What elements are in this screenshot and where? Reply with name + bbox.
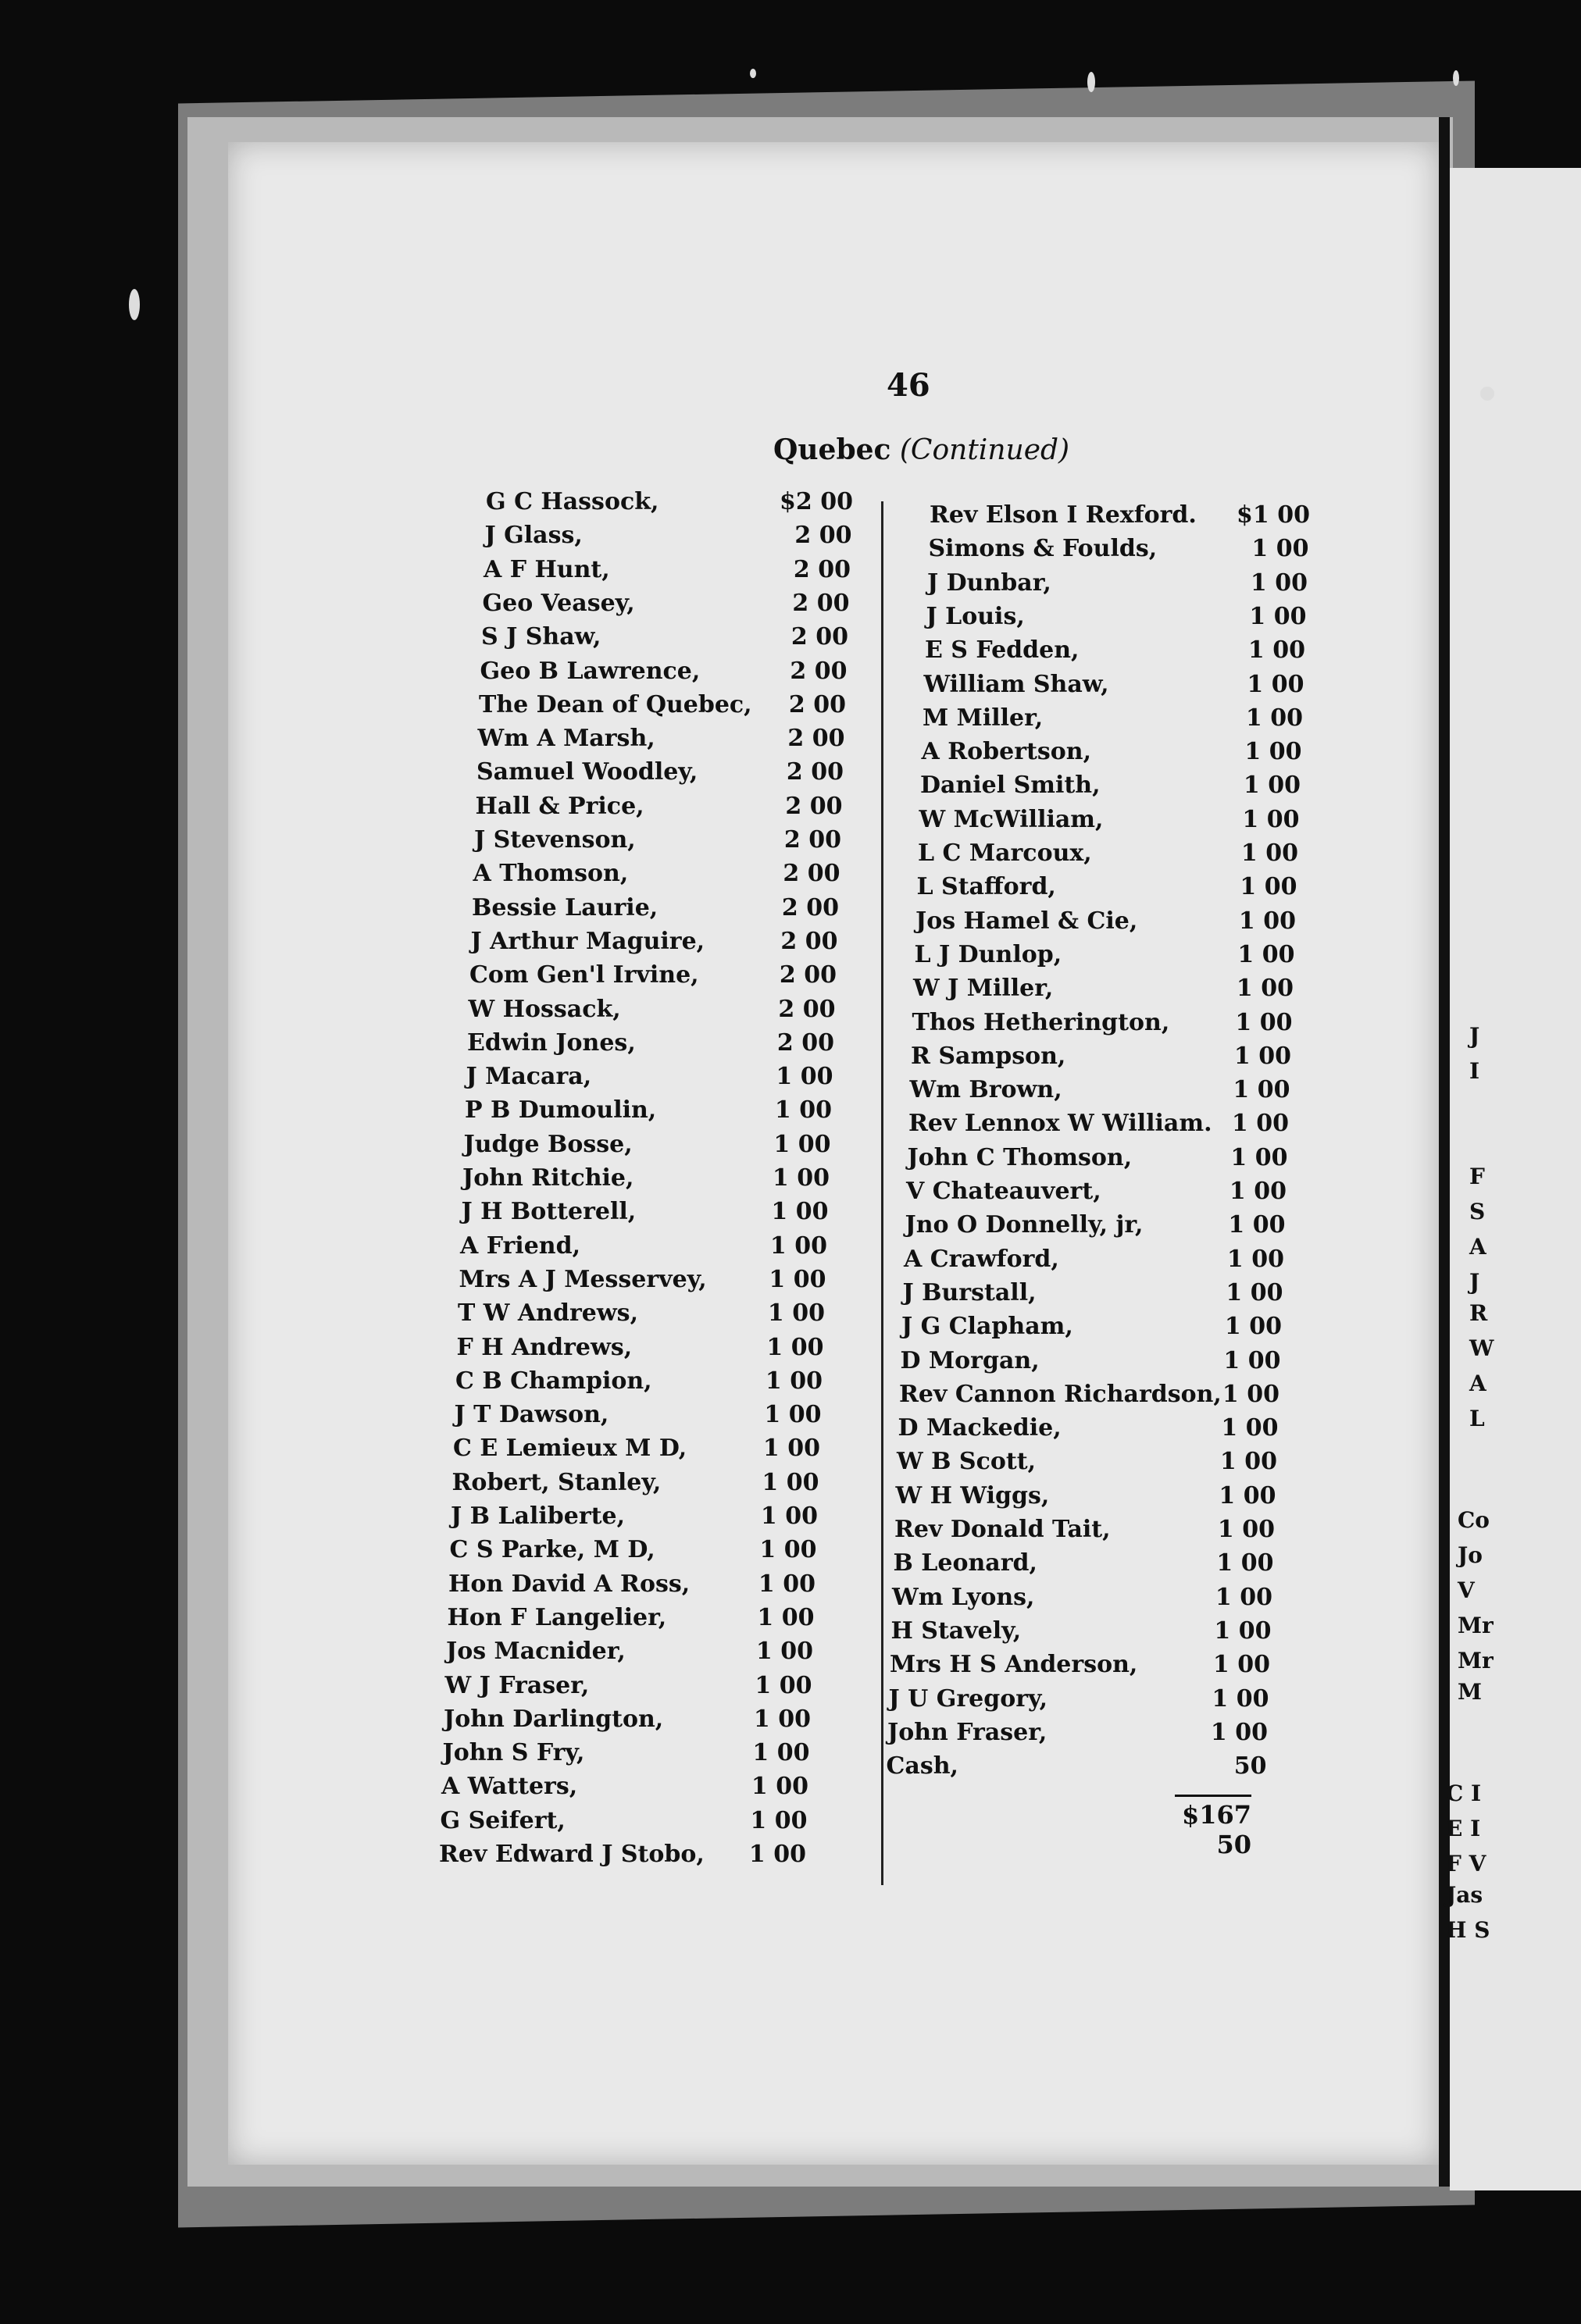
entry-amount: 2 00	[790, 623, 848, 651]
entry-name: Wm Lyons,	[892, 1583, 1035, 1611]
entry-name: J G Clapham,	[901, 1313, 1073, 1341]
facing-page	[1446, 168, 1581, 2190]
entry-name: W J Miller,	[913, 975, 1054, 1003]
facing-page-fragment: Mr	[1458, 1648, 1494, 1673]
entry-amount: 1 00	[1231, 1110, 1289, 1138]
entry-amount: 1 00	[758, 1570, 815, 1598]
entry-amount: 1 00	[774, 1096, 832, 1125]
entry-name: W J Fraser,	[444, 1671, 590, 1699]
entry-name: G Seifert,	[440, 1806, 566, 1834]
entry-amount: 1 00	[1233, 1076, 1290, 1104]
entry-amount: 1 00	[1247, 670, 1304, 698]
facing-page-fragment: F V	[1446, 1851, 1486, 1877]
facing-page-fragment: J	[1469, 1023, 1480, 1049]
heading-city: Quebec	[773, 433, 891, 466]
entry-amount: 1 00	[773, 1130, 831, 1158]
entry-amount: 1 00	[1214, 1616, 1272, 1645]
page-number: 46	[887, 367, 930, 404]
entry-amount: 1 00	[764, 1401, 822, 1429]
entry-name: D Morgan,	[900, 1346, 1040, 1374]
film-speck	[1453, 70, 1459, 86]
entry-name: M Miller,	[923, 704, 1044, 732]
entry-amount: 1 00	[1212, 1684, 1269, 1713]
entry-amount: 1 00	[755, 1638, 813, 1666]
heading-continued: (Continued)	[899, 434, 1070, 466]
entry-name: Hon David A Ross,	[448, 1570, 691, 1598]
entry-name: Geo B Lawrence,	[480, 657, 701, 685]
entry-amount: $2 00	[780, 488, 853, 515]
entry-amount: 2 00	[785, 792, 843, 820]
entry-amount: 1 00	[750, 1806, 808, 1834]
entry-amount: 1 00	[1222, 1380, 1279, 1408]
facing-page-fragment: A	[1469, 1371, 1486, 1396]
entry-name: Hall & Price,	[475, 792, 644, 820]
entry-amount: 1 00	[762, 1435, 820, 1463]
entry-amount: 2 00	[783, 860, 840, 888]
entry-amount: 2 00	[788, 690, 846, 718]
entry-amount: 1 00	[1240, 873, 1297, 901]
entry-amount: 1 00	[755, 1671, 812, 1699]
entry-name: Edwin Jones,	[467, 1028, 636, 1057]
entry-amount: 1 00	[753, 1705, 811, 1733]
film-speck	[1087, 72, 1095, 92]
entry-name: Rev Donald Tait,	[894, 1516, 1111, 1543]
entry-amount: 1 00	[771, 1198, 829, 1226]
entry-name: Com Gen'l Irvine,	[469, 961, 699, 989]
entry-name: John Fraser,	[887, 1718, 1047, 1746]
entry-amount: 1 00	[1240, 839, 1298, 867]
entry-name: J Burstall,	[902, 1278, 1037, 1306]
entry-name: Judge Bosse,	[463, 1130, 633, 1158]
entry-amount: 2 00	[778, 995, 836, 1023]
entry-name: Simons & Foulds,	[928, 535, 1158, 563]
facing-page-fragment: H S	[1446, 1917, 1490, 1943]
entry-name: L C Marcoux,	[918, 839, 1092, 867]
film-speck	[750, 69, 756, 78]
entry-name: Rev Elson I Rexford.	[930, 501, 1197, 529]
facing-page-fragment: M	[1458, 1679, 1482, 1705]
entry-name: John S Fry,	[442, 1739, 585, 1767]
entry-amount: 1 00	[1250, 569, 1308, 597]
entry-name: Samuel Woodley,	[476, 758, 698, 786]
facing-page-fragment: Jo	[1458, 1542, 1483, 1568]
facing-page-fragment: Jas	[1446, 1882, 1483, 1908]
entry-name: Hon F Langelier,	[447, 1603, 667, 1631]
entry-name: J Glass,	[484, 522, 583, 550]
entry-amount: 2 00	[794, 522, 852, 550]
entry-amount: 1 00	[1245, 704, 1303, 732]
facing-page-fragment: I	[1469, 1058, 1480, 1084]
film-speck	[1480, 387, 1494, 401]
entry-name: J Stevenson,	[474, 826, 636, 854]
entry-amount: 1 00	[1236, 975, 1294, 1003]
entry-name: A F Hunt,	[484, 555, 610, 583]
film-speck	[129, 289, 140, 320]
entry-amount: 1 00	[1226, 1278, 1283, 1306]
entry-amount: 1 00	[765, 1367, 823, 1395]
entry-amount: 1 00	[1251, 535, 1309, 563]
entry-name: J Macara,	[466, 1063, 592, 1091]
facing-page-fragment: J	[1469, 1269, 1480, 1295]
entry-name: John C Thomson,	[907, 1143, 1133, 1171]
entry-amount: 1 00	[766, 1333, 824, 1361]
entry-name: A Watters,	[441, 1773, 578, 1801]
entry-amount: 1 00	[1224, 1313, 1282, 1341]
entry-amount: 1 00	[1210, 1718, 1268, 1746]
entry-name: J U Gregory,	[888, 1684, 1048, 1713]
entry-amount: 1 00	[1233, 1042, 1291, 1070]
facing-page-fragment: Mr	[1458, 1613, 1494, 1638]
entry-name: Thos Hetherington,	[912, 1008, 1170, 1036]
entry-amount: 2 00	[790, 657, 848, 685]
entry-amount: 1 00	[1216, 1549, 1274, 1577]
entry-amount: 1 00	[776, 1063, 833, 1091]
entry-amount: 2 00	[787, 725, 845, 753]
section-heading	[773, 433, 1069, 466]
entry-amount: 1 00	[1219, 1448, 1277, 1476]
entry-amount: $1 00	[1237, 501, 1310, 529]
entry-amount: 1 00	[752, 1739, 810, 1767]
entry-amount: 2 00	[783, 826, 841, 854]
entry-amount: 1 00	[1212, 1651, 1270, 1679]
entry-name: W H Wiggs,	[895, 1481, 1050, 1510]
entry-name: C S Parke, M D,	[449, 1536, 655, 1564]
entry-name: E S Fedden,	[925, 636, 1080, 665]
entry-amount: 1 00	[748, 1841, 806, 1868]
facing-page-fragment: R	[1469, 1300, 1488, 1326]
total-rule	[1175, 1795, 1251, 1797]
facing-page-fragment: E I	[1446, 1816, 1481, 1841]
entry-name: D Mackedie,	[898, 1414, 1062, 1442]
entry-amount: 1 00	[1215, 1583, 1272, 1611]
entry-name: C E Lemieux M D,	[453, 1435, 687, 1463]
entry-name: V Chateauvert,	[906, 1178, 1101, 1205]
entry-name: L J Dunlop,	[914, 940, 1062, 968]
entry-amount: 1 00	[767, 1299, 825, 1328]
facing-page-fragment: W	[1469, 1335, 1494, 1361]
entry-amount: 2 00	[792, 589, 850, 617]
entry-amount: 1 00	[769, 1232, 827, 1260]
entry-name: Mrs H S Anderson,	[890, 1651, 1138, 1679]
entry-name: Jos Hamel & Cie,	[915, 907, 1138, 935]
entry-name: Jno O Donnelly, jr,	[905, 1211, 1144, 1239]
entry-amount: 1 00	[1228, 1211, 1286, 1239]
entry-name: Rev Cannon Richardson,	[899, 1380, 1222, 1408]
entry-name: R Sampson,	[911, 1042, 1066, 1070]
entry-name: W B Scott,	[897, 1448, 1037, 1476]
entry-name: J H Botterell,	[461, 1198, 637, 1226]
entry-amount: 2 00	[793, 555, 851, 583]
entry-name: Cash,	[886, 1752, 958, 1780]
entry-amount: 1 00	[1217, 1516, 1275, 1543]
entry-amount: 1 00	[1230, 1143, 1288, 1171]
entry-name: Jos Macnider,	[446, 1638, 626, 1666]
entry-amount: 1 00	[1238, 907, 1296, 935]
entry-name: Robert, Stanley,	[451, 1468, 662, 1496]
entry-amount: 1 00	[759, 1536, 817, 1564]
entry-amount: 1 00	[1229, 1178, 1287, 1205]
facing-page-fragment: Co	[1458, 1507, 1490, 1533]
entry-name: Bessie Laurie,	[472, 893, 658, 921]
entry-amount: 1 00	[762, 1468, 819, 1496]
entry-name: T W Andrews,	[458, 1299, 639, 1328]
entry-amount: 1 00	[1244, 738, 1302, 766]
entry-name: P B Dumoulin,	[465, 1096, 657, 1125]
facing-page-fragment: C I	[1446, 1780, 1482, 1806]
entry-amount: 2 00	[786, 758, 844, 786]
entry-amount: 1 00	[760, 1502, 818, 1530]
entry-name: A Crawford,	[904, 1245, 1059, 1273]
facing-page-fragment: S	[1469, 1199, 1486, 1224]
entry-name: The Dean of Quebec,	[479, 690, 752, 718]
entry-amount: 1 00	[757, 1603, 815, 1631]
entry-name: C B Champion,	[455, 1367, 652, 1395]
entry-name: Wm Brown,	[909, 1076, 1062, 1104]
entry-name: J Dunbar,	[927, 569, 1051, 597]
entry-name: F H Andrews,	[456, 1333, 633, 1361]
entry-name: Daniel Smith,	[920, 772, 1101, 800]
entry-amount: 2 00	[776, 1028, 834, 1057]
entry-amount: 1 00	[1235, 1008, 1293, 1036]
entry-name: B Leonard,	[893, 1549, 1037, 1577]
entry-name: John Darlington,	[444, 1705, 664, 1733]
entry-amount: 1 00	[1221, 1414, 1279, 1442]
facing-page-fragment: F	[1469, 1164, 1485, 1189]
entry-name: John Ritchie,	[462, 1164, 634, 1192]
entry-name: Rev Lennox W William.	[908, 1110, 1212, 1138]
entry-name: Geo Veasey,	[482, 589, 635, 617]
entry-name: W McWilliam,	[919, 805, 1104, 833]
entry-name: L Stafford,	[916, 873, 1056, 901]
facing-page-fragment: L	[1469, 1406, 1485, 1431]
entry-name: Wm A Marsh,	[477, 725, 655, 753]
entry-name: W Hossack,	[468, 995, 621, 1023]
entry-amount: 2 00	[779, 961, 837, 989]
entry-name: William Shaw,	[923, 670, 1109, 698]
column-divider	[881, 501, 883, 1885]
entry-amount: 1 00	[1242, 805, 1300, 833]
entry-name: J T Dawson,	[454, 1401, 609, 1429]
total-amount: $167 50	[1181, 1800, 1251, 1859]
entry-amount: 2 00	[781, 893, 839, 921]
entry-name: Mrs A J Messervey,	[459, 1265, 707, 1293]
entry-amount: 2 00	[780, 927, 838, 955]
entry-amount: 1 00	[1243, 772, 1301, 800]
entry-name: Rev Edward J Stobo,	[439, 1841, 705, 1868]
entry-name: J Louis,	[926, 602, 1025, 630]
facing-page-fragment: A	[1469, 1234, 1486, 1260]
entry-amount: 1 00	[769, 1265, 826, 1293]
entry-name: A Robertson,	[921, 738, 1092, 766]
entry-name: S J Shaw,	[481, 623, 601, 651]
entry-amount: 1 00	[1249, 602, 1307, 630]
entry-amount: 1 00	[751, 1773, 808, 1801]
entry-name: H Stavely,	[890, 1616, 1022, 1645]
entry-amount: 1 00	[1219, 1481, 1276, 1510]
entry-amount: 1 00	[1237, 940, 1295, 968]
entry-name: J Arthur Maguire,	[470, 927, 705, 955]
entry-amount: 1 00	[1226, 1245, 1284, 1273]
entry-name: A Thomson,	[473, 860, 629, 888]
entry-name: J B Laliberte,	[451, 1502, 626, 1530]
entry-amount: 1 00	[1247, 636, 1305, 665]
entry-amount: 1 00	[1223, 1346, 1281, 1374]
entry-amount: 1 00	[772, 1164, 830, 1192]
entry-name: A Friend,	[460, 1232, 581, 1260]
entry-amount: 50	[1233, 1752, 1267, 1780]
entry-name: G C Hassock,	[486, 488, 659, 515]
facing-page-fragment: V	[1458, 1577, 1475, 1603]
